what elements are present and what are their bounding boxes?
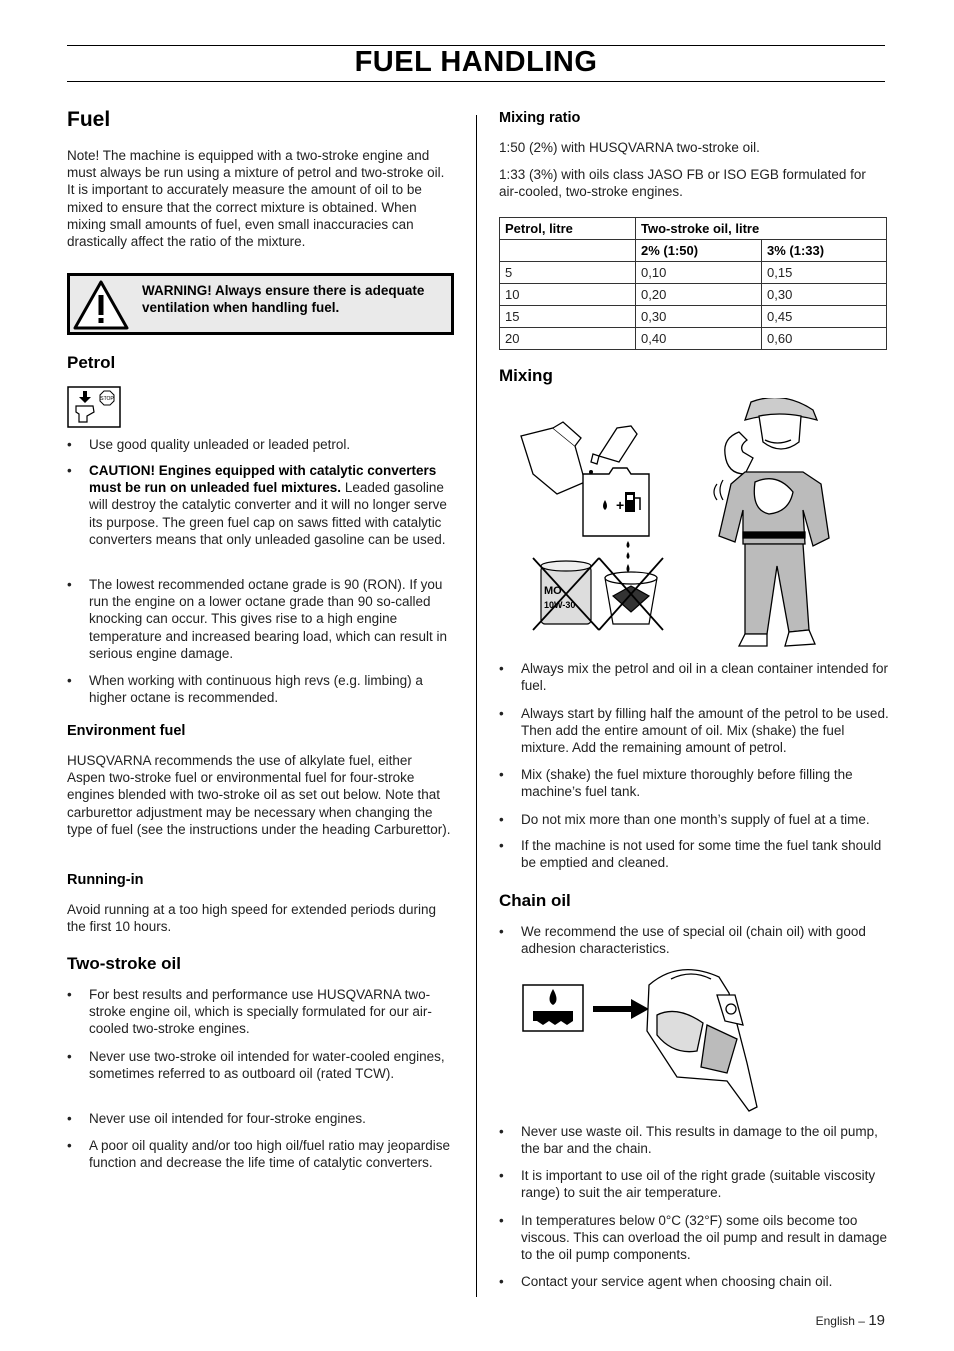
table-cell: 0,10 [636,262,762,284]
page-number: 19 [868,1312,885,1329]
page-title: FUEL HANDLING [354,46,598,78]
mixing-ratio-line-2: 1:33 (3%) with oils class JASO FB or ISO EGB formulated for air-cooled, two-stroke engines. [499,167,866,200]
table-cell: 0,20 [636,284,762,306]
list-item: • A poor oil quality and/or too high oil/fuel ratio may jeopardise function and decrease the life time of catalytic converters. [67,1137,457,1171]
caution-item [67,462,457,548]
list-item: • When working with continuous high revs (e.g. limbing) a higher octane is recommended. [67,672,457,706]
warning-box [67,273,454,335]
warning-text: WARNING! Always ensure there is adequate ventilation when handling fuel. [142,283,425,316]
running-in-heading: Running-in [67,872,144,888]
table-cell: 10 [500,284,636,306]
fuel-heading: Fuel [67,108,111,131]
list-item: • Do not mix more than one month’s supply of fuel at a time. [499,811,891,828]
table-row [500,328,887,350]
list-item: • Always mix the petrol and oil in a clean container intended for fuel. [499,660,889,694]
list-item: • Mix (shake) the fuel mixture thoroughly before filling the machine’s fuel tank. [499,766,889,800]
table-header-cell: 2% (1:50) [636,240,762,262]
two-stroke-oil-heading: Two-stroke oil [67,954,181,973]
table-cell [500,240,636,262]
chain-oil-illustration [521,965,771,1113]
petrol-fill-stop-icon [67,386,121,428]
list-item: • Contact your service agent when choosing chain oil. [499,1273,889,1290]
mixing-heading: Mixing [499,366,553,385]
table-header-row [500,218,887,240]
petrol-heading: Petrol [67,353,116,372]
list-item: • The lowest recommended octane grade is 90 (RON). If you run the engine on a lower octane grade than 90 so-called knocking can occur. This gives rise to a high engine temperature and increased bearing load, which can result in serious engine damage. [67,576,457,662]
mixing-ratio-table [499,217,887,350]
list-item: • Always start by filling half the amount of the petrol to be used. Then add the entire amount of oil. Mix (shake) the fuel mixture. Add the remaining amount of petrol. [499,705,889,757]
column-divider [476,115,477,1297]
table-cell: 15 [500,306,636,328]
table-subheader-row [500,240,887,262]
caution-text: Leaded gasoline will destroy the catalytic converter and it will no longer serve its purpose. The green fuel cap on saws fitted with catalytic converters means that only unleaded gasoline can be used. [89,480,447,547]
list-item: • Use good quality unleaded or leaded petrol. [67,436,457,453]
table-cell: 0,40 [636,328,762,350]
table-header-cell: 3% (1:33) [762,240,887,262]
table-cell: 0,30 [636,306,762,328]
list-item: • For best results and performance use HUSQVARNA two-stroke engine oil, which is specially formulated for our air-cooled two-stroke engines. [67,986,457,1038]
footer-separator: – [854,1314,869,1328]
page-footer [816,1312,885,1329]
list-item: • Never use two-stroke oil intended for water-cooled engines, sometimes referred to as outboard oil (rated TCW). [67,1048,457,1082]
table-header-cell: Petrol, litre [500,218,636,240]
chain-oil-heading: Chain oil [499,891,571,910]
list-item: • We recommend the use of special oil (chain oil) with good adhesion characteristics. [499,923,889,957]
footer-language: English [815,1314,855,1328]
mixing-ratio-heading: Mixing ratio [499,110,581,126]
mixing-illustration [513,398,853,650]
svg-text:STOP: STOP [100,396,114,402]
mixing-ratio-line-1: 1:50 (2%) with HUSQVARNA two-stroke oil. [499,140,760,155]
environment-fuel-text: HUSQVARNA recommends the use of alkylate fuel, either Aspen two-stroke fuel or environmental fuel for four-stroke engines blended with two-stroke oil as set out below. Note that carburettor adjustment may be necessary when changing the type of fuel (see the instructions under the heading Carburettor). [67,753,451,837]
table-row [500,262,887,284]
table-cell: 20 [500,328,636,350]
table-row [500,284,887,306]
running-in-text: Avoid running at a too high speed for extended periods during the first 10 hours. [67,902,437,935]
table-cell: 5 [500,262,636,284]
table-cell: 0,60 [762,328,887,350]
table-cell: 0,15 [762,262,887,284]
list-item: • It is important to use oil of the right grade (suitable viscosity range) to suit the air temperature. [499,1167,889,1201]
table-cell: 0,45 [762,306,887,328]
warning-triangle-icon [70,276,132,332]
header-bottom-rule [67,81,885,82]
table-cell: 0,30 [762,284,887,306]
can-label-1: MO [544,585,562,597]
environment-fuel-heading: Environment fuel [67,723,186,739]
table-row [500,306,887,328]
list-item: • Never use waste oil. This results in damage to the oil pump, the bar and the chain. [499,1123,889,1157]
can-label-2: 10W-30 [544,600,576,610]
list-item: • In temperatures below 0°C (32°F) some oils become too viscous. This can overload the oil pump and result in damage to the oil pump components. [499,1212,889,1264]
list-item: • If the machine is not used for some time the fuel tank should be emptied and cleaned. [499,837,889,871]
svg-text:+: + [616,497,625,513]
table-header-cell: Two-stroke oil, litre [636,218,887,240]
fuel-note: Note! The machine is equipped with a two-stroke engine and must always be run using a mixture of petrol and two-stroke oil. It is important to accurately measure the amount of oil to be mixed to ensure that the correct mixture is obtained. When mixing small amounts of fuel, even small inaccuracies can drastically affect the ratio of the mixture. [67,148,445,250]
caution-bold-text: CAUTION! Engines equipped with catalytic converters must be run on unleaded fuel mixtures. [89,463,437,496]
list-item: • Never use oil intended for four-stroke engines. [67,1110,457,1127]
